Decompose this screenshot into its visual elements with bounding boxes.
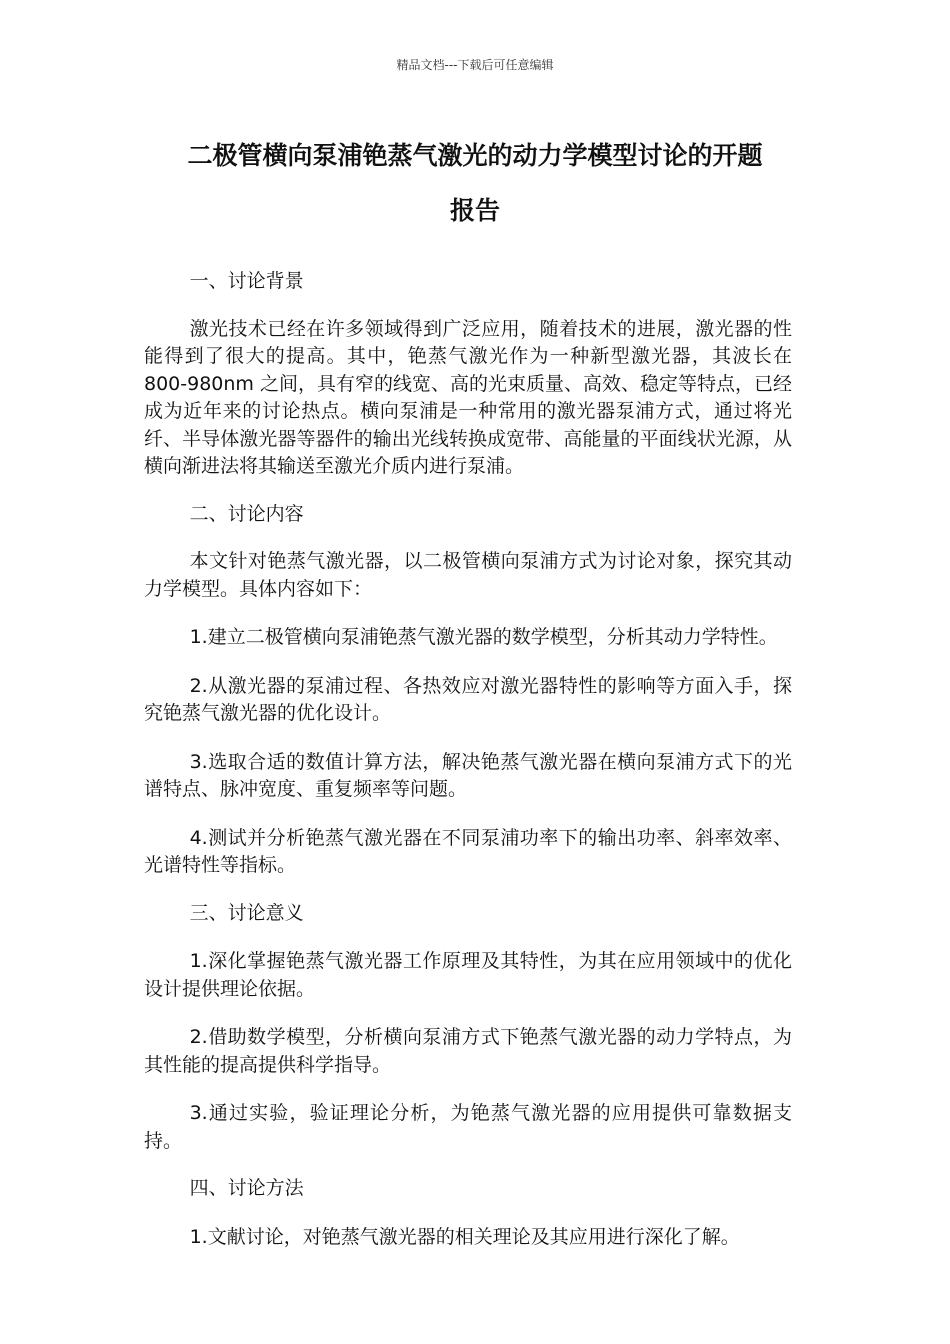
section-heading-background: 一、讨论背景 (189, 270, 304, 292)
list-item: 2.借助数学模型，分析横向泵浦方式下铯蒸气激光器的动力学特点，为其性能的提高提供科学指导。 (144, 1026, 792, 1076)
list-item: 4.测试并分析铯蒸气激光器在不同泵浦功率下的输出功率、斜率效率、光谱特性等指标。 (144, 826, 792, 876)
section-heading-significance: 三、讨论意义 (189, 901, 304, 924)
list-item: 3.通过实验，验证理论分析，为铯蒸气激光器的应用提供可靠数据支持。 (144, 1102, 792, 1152)
list-item: 3.选取合适的数值计算方法，解决铯蒸气激光器在横向泵浦方式下的光谱特点、脉冲宽度、重复频率等问题。 (144, 750, 792, 800)
paragraph-background: 激光技术已经在许多领域得到广泛应用，随着技术的进展，激光器的性能得到了很大的提高。其中，铯蒸气激光作为一种新型激光器，其波长在 800-980nm 之间，具有窄的线宽、高的光束质量、高效、稳定等特点，已经成为近年来的讨论热点。横向泵浦是一种常用的激光器泵浦方式，通过将光纤、半导体激光器等器件的输出光线转换成宽带、高能量的平面线状光源，从横向渐进法将其输送至激光介质内进行泵浦。 (144, 317, 792, 477)
list-item: 1.深化掌握铯蒸气激光器工作原理及其特性，为其在应用领域中的优化设计提供理论依据。 (144, 950, 792, 1000)
document-title-line-2: 报告 (449, 196, 500, 225)
section-heading-method: 四、讨论方法 (189, 1177, 304, 1199)
paragraph-content-intro: 本文针对铯蒸气激光器，以二极管横向泵浦方式为讨论对象，探究其动力学模型。具体内容如下： (144, 550, 792, 600)
document-title-line-1: 二极管横向泵浦铯蒸气激光的动力学模型讨论的开题 (187, 141, 763, 170)
list-item: 1.文献讨论，对铯蒸气激光器的相关理论及其应用进行深化了解。 (189, 1225, 740, 1248)
document-body (144, 268, 792, 1251)
list-item: 1.建立二极管横向泵浦铯蒸气激光器的数学模型，分析其动力学特性。 (189, 626, 778, 648)
list-item: 2.从激光器的泵浦过程、各热效应对激光器特性的影响等方面入手，探究铯蒸气激光器的优化设计。 (144, 674, 792, 724)
page-header: 精品文档---下载后可任意编辑 (396, 58, 554, 72)
section-heading-content: 二、讨论内容 (189, 502, 304, 525)
